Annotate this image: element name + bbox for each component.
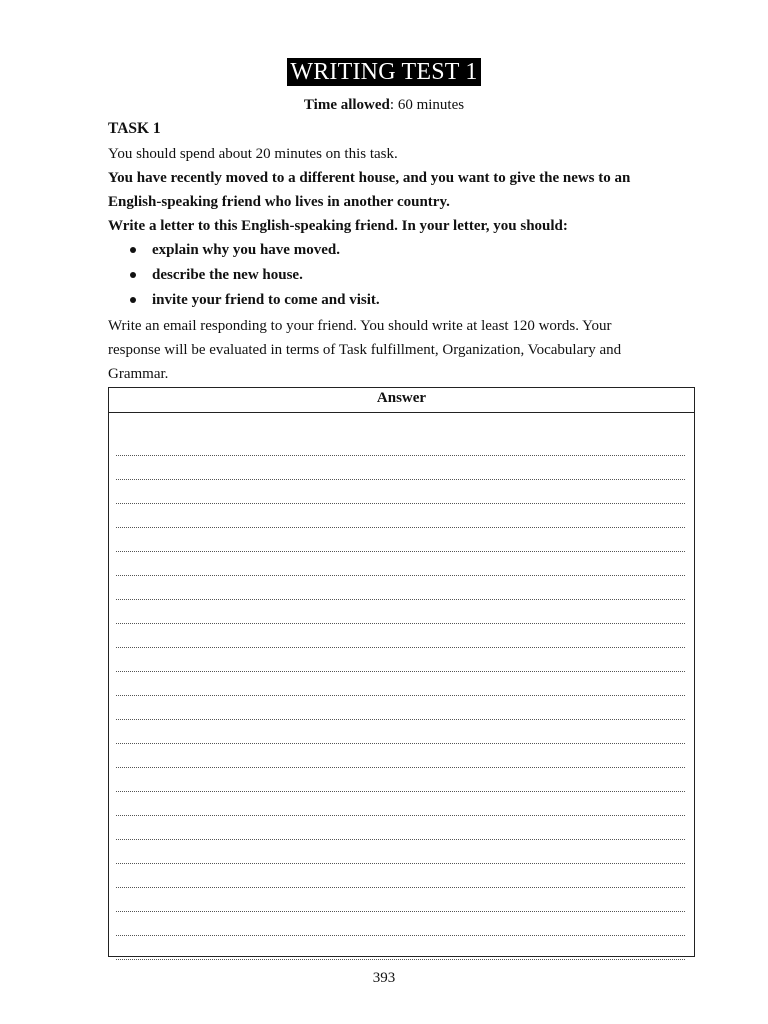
- answer-line[interactable]: [116, 696, 685, 720]
- answer-line[interactable]: [116, 888, 685, 912]
- task-paragraph-line-1: Write an email responding to your friend. You should write at least 120 words. Your: [108, 318, 612, 334]
- page-number: 393: [372, 970, 396, 986]
- time-allowed-value: : 60 minutes: [389, 97, 465, 113]
- task-bullet: invite your friend to come and visit.: [108, 288, 698, 313]
- task-prompt-line-1: You have recently moved to a different house, and you want to give the news to an: [108, 170, 631, 186]
- task-paragraph-line-3: Grammar.: [108, 366, 169, 382]
- answer-box[interactable]: [108, 387, 695, 957]
- task-bullet: describe the new house.: [108, 263, 698, 288]
- answer-line[interactable]: [116, 576, 685, 600]
- answer-line[interactable]: [116, 768, 685, 792]
- page-title: WRITING TEST 1: [287, 58, 480, 86]
- task-bullet-list: [108, 238, 698, 313]
- answer-line[interactable]: [116, 480, 685, 504]
- task-bullet: explain why you have moved.: [108, 238, 698, 263]
- answer-line[interactable]: [116, 552, 685, 576]
- title-wrap: [0, 58, 768, 86]
- task-content: [108, 118, 698, 386]
- answer-line[interactable]: [116, 648, 685, 672]
- answer-line[interactable]: [116, 504, 685, 528]
- answer-line[interactable]: [116, 432, 685, 456]
- time-allowed-label: Time allowed: [303, 97, 390, 113]
- answer-line[interactable]: [116, 816, 685, 840]
- time-allowed: [0, 95, 768, 115]
- task-prompt-line-2: English-speaking friend who lives in another country.: [108, 194, 450, 210]
- answer-line[interactable]: [116, 912, 685, 936]
- answer-lines[interactable]: [116, 432, 685, 960]
- task-heading: TASK 1: [108, 120, 161, 137]
- task-instruction: You should spend about 20 minutes on this task.: [108, 146, 398, 162]
- answer-line[interactable]: [116, 744, 685, 768]
- task-paragraph: [108, 314, 698, 386]
- answer-line[interactable]: [116, 720, 685, 744]
- answer-line[interactable]: [116, 840, 685, 864]
- task-paragraph-line-2: response will be evaluated in terms of Task fulfillment, Organization, Vocabulary and: [108, 342, 622, 358]
- answer-line[interactable]: [116, 624, 685, 648]
- task-prompt-line-3: Write a letter to this English-speaking friend. In your letter, you should:: [108, 218, 568, 234]
- answer-line[interactable]: [116, 456, 685, 480]
- answer-line[interactable]: [116, 528, 685, 552]
- answer-line[interactable]: [116, 792, 685, 816]
- answer-line[interactable]: [116, 672, 685, 696]
- answer-line[interactable]: [116, 864, 685, 888]
- answer-line[interactable]: [116, 936, 685, 960]
- answer-heading: Answer: [109, 388, 694, 413]
- answer-line[interactable]: [116, 600, 685, 624]
